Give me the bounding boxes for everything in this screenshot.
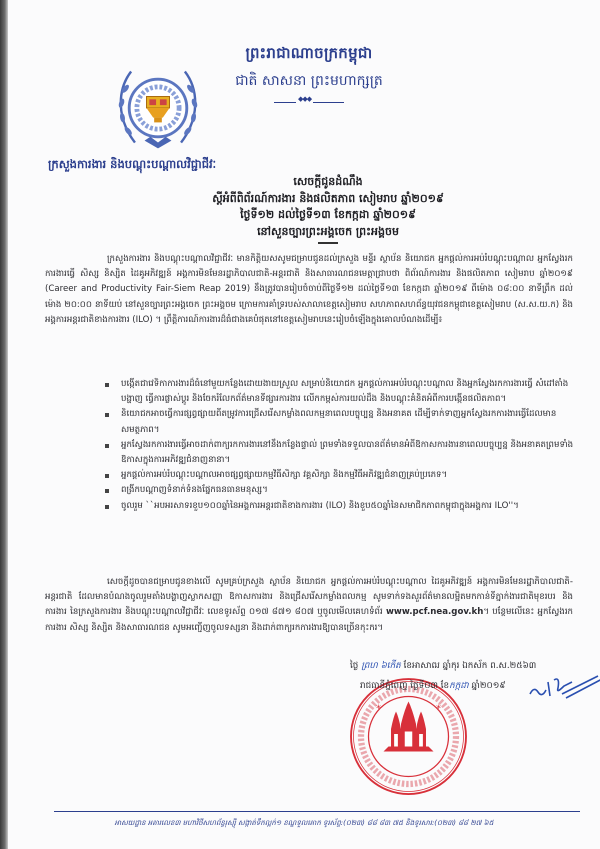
kingdom-header: [8, 44, 600, 106]
list-item: អ្នកស្វែងរកការងារធ្វើអាចដាក់ពាក្យរកការងារនៅនឹងកន្លែងផ្ទាល់ ព្រមទាំងទទួលបានព័ត៌មានអំពីឱកាសការងារនាពេលបច្ចុប្បន្ន និងអនាគតព្រមទាំងឱកាសក្នុងការអភិវឌ្ឍជំនាញនានា។: [105, 438, 575, 468]
paragraph-closing: [45, 575, 573, 636]
closing-text: សេចក្តីដូចបានជម្រាបជូនខាងលើ សូមគ្រប់ក្រសួង ស្ថាប័ន និយោជក អ្នកផ្តល់ការអប់រំបណ្តុះបណ្តាល ដៃគូអភិវឌ្ឍន៍ អង្គការមិនមែនរដ្ឋាភិបាលជាតិ-អន្តរជាតិ ដែលមានបំណងចូលរួមតាំងបង្ហាញស្លាកសញ្ញា ឱកាសការងារ និងជ្រើសរើសកម្លាំងពលកម្ម សូមទាក់ទងសួរព័ត៌មានលម្អិតមកកាន់ទីភ្នាក់ងារជាតិមុខរបរ និងការងារ នៃក្រសួងការងារ និងបណ្តុះបណ្តាលវិជ្ជាជីវៈ លេខទូរស័ព្ទ ០១៧ ៨៧១ ៨០៧ ឬចូលមើលគេហទំព័រ: [45, 577, 573, 618]
handwritten-day: ព្រហ ៦កើត: [361, 661, 401, 671]
scan-edge: [0, 0, 8, 849]
closing-text-end: ។ បន្ថែមលើនេះ អ្នកស្វែងរកការងារ សិស្ស និស្សិត និងសាធារណជន សូមអញ្ជើញចូលទស្សនា និងដាក់ពាក្យរកការងារឱ្យបានច្រើនកុះករ។: [45, 607, 573, 633]
kingdom-name: ព្រះរាជាណាចក្រកម្ពុជា: [245, 44, 373, 62]
title-line-3: ថ្ងៃទី១២ ដល់ថ្ងៃទី១៣ ខែកក្កដា ឆ្នាំ២០១៩: [240, 208, 416, 221]
handwritten-month: កក្កដា: [449, 681, 469, 691]
signature-icon: [528, 672, 600, 708]
list-item: ពង្រីកបណ្តាញទំនាក់ទំនងផ្នែកធនធានមនុស្ស។: [105, 483, 575, 498]
list-item: អ្នកផ្តល់ការអប់រំបណ្តុះបណ្តាលអាចផ្សព្វផ្សាយកម្មវិធីសិក្សា វគ្គសិក្សា និងកម្មវិធីអភិវឌ្ឍជំនាញគ្រប់ប្រភេទ។: [105, 468, 575, 483]
title-line-2: ស្តីអំពីពិព័រណ៍ការងារ និងផលិតភាព សៀមរាប ឆ្នាំ២០១៩: [212, 191, 444, 205]
list-item: ចូលរួម ``អបអរសាទរខួប១០០ឆ្នាំនៃអង្គការអន្តរជាតិខាងការងារ (ILO) និងខួប៥០ឆ្នាំនៃសមាជិកភាពកម្ពុជាក្នុងអង្គការ ILO''។: [105, 499, 575, 514]
solar-date: រាជធានីភ្នំពេញ ថ្ងៃទី០៣ ខែកក្កដា ឆ្នាំ២០១៩: [360, 681, 506, 691]
website-link[interactable]: www.pcf.nea.gov.kh: [385, 607, 484, 618]
ministry-name: ក្រសួងការងារ និងបណ្តុះបណ្តាលវិជ្ជាជីវៈ: [48, 157, 217, 171]
document-page: [8, 0, 600, 849]
title-rule: [318, 242, 338, 244]
list-item: និយោជកអាចធ្វើការផ្សព្វផ្សាយពីតម្រូវការជ្រើសរើសកម្លាំងពលកម្មនាពេលបច្ចុប្បន្ន និងអនាគត ដើម្បីទាក់ទាញអ្នកស្វែងរកការងារធ្វើដែលមានសមត្ថភាព។: [105, 407, 575, 437]
svg-text:*: *: [436, 703, 441, 715]
svg-text:*: *: [376, 703, 381, 715]
title-line-4: នៅសួនច្បារព្រះអង្គចេក ព្រះអង្គចម: [257, 224, 399, 238]
footer-address: អាសយដ្ឋាន អគារលេខ៣ មហាវិថីសហព័ន្ធរុស្ស៊ី សង្កាត់ទឹកល្អក់១ ខណ្ឌទួលគោក ទូរស័ព្ទ:(០២៣) ៨៨ ៨៣ ៧៥ និងទូរសារ:(០២៣) ៨៨ ២៧ ៦៥: [114, 819, 494, 827]
ornament-divider: [274, 98, 344, 106]
title-line-1: សេចក្តីជូនដំណឹង: [293, 175, 363, 188]
lunar-date: ថ្ងៃ ព្រហ ៦កើត ខែអាសាឍ ឆ្នាំកុរ ឯកស័ក ព.ស.២៥៦៣: [350, 661, 537, 671]
footer-divider: [54, 811, 580, 812]
paragraph-intro: ក្រសួងការងារ និងបណ្តុះបណ្តាលវិជ្ជាជីវៈ មានកិត្តិយសសូមជម្រាបជូនដល់ក្រសួង មន្ទីរ ស្ថាប័ន និយោជក អ្នកផ្តល់ការអប់រំបណ្តុះបណ្តាល អ្នកស្វែងរកការងារធ្វើ សិស្ស និស្សិត ដៃគូអភិវឌ្ឍន៍ អង្គការមិនមែនរដ្ឋាភិបាលជាតិ-អន្តរជាតិ និងសាធារណជនមេត្តាជ្រាបថា ពិព័រណ៍ការងារ និងផលិតភាព សៀមរាប ឆ្នាំ២០១៩ (Career and Productivity Fair-Siem Reap 2019) នឹងត្រូវបានរៀបចំចាប់ពីថ្ងៃទី១២ ដល់ថ្ងៃទី១៣ ខែកក្កដា ឆ្នាំ២០១៩ ពីម៉ោង ០៨:០០ នាទីព្រឹក ដល់ម៉ោង ២០:០០ នាទីយប់ នៅសួនច្បារព្រះអង្គចេក ព្រះអង្គចម ក្រោមការគាំទ្ររបស់សាលាខេត្តសៀមរាប សហភាពសហព័ន្ធយុវជនកម្ពុជាខេត្តសៀមរាប (ស.ស.យ.ក) និងអង្គការអន្តរជាតិខាងការងារ (ILO) ។ ព្រឹត្តិការណ៍ការងារដ៏ធំជាងគេបំផុតនៅខេត្តសៀមរាបនេះរៀបចំឡើងក្នុងគោលបំណងដើម្បី៖: [45, 254, 573, 325]
objectives-list: [105, 377, 575, 514]
list-item: បង្កើតជាវេទិកាការងារដ៏ធំនៅមួយកន្លែងដោយងាយស្រួល សម្រាប់និយោជក អ្នកផ្តល់ការអប់រំបណ្តុះបណ្តាល និងអ្នកស្វែងរកការងារធ្វើ សំដៅតាំងបង្ហាញ ធ្វើការផ្លាស់ប្តូរ និងចែករំលែកព័ត៌មានទីផ្សារការងារ លើកកម្ពស់ការយល់ដឹង និងបណ្តុះគំនិតអំពីការបង្កើនផលិតភាព។: [105, 377, 575, 407]
national-motto: ជាតិ សាសនា ព្រះមហាក្សត្រ: [235, 73, 383, 89]
notice-title: [158, 174, 498, 244]
